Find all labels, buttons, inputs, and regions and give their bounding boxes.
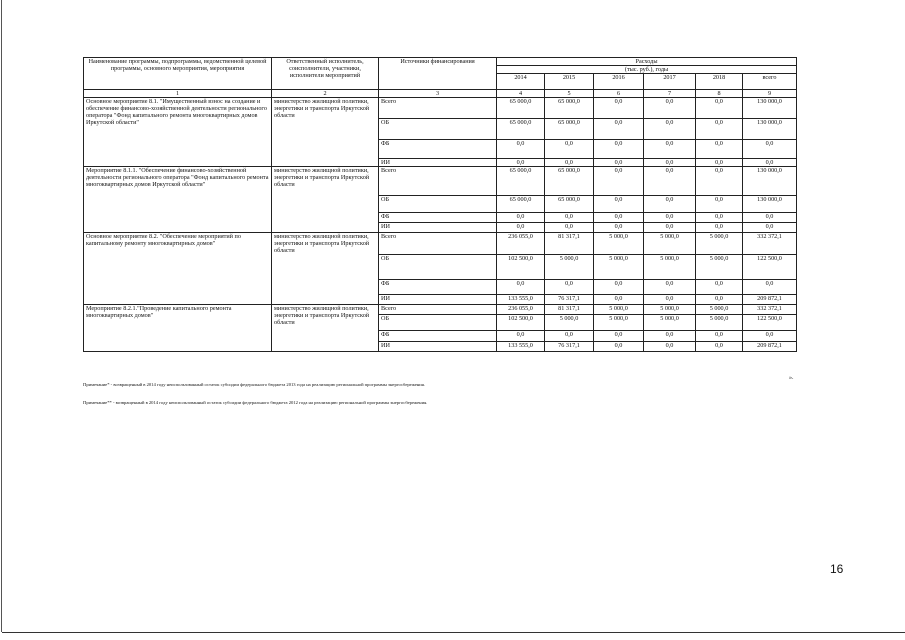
amount-cell: 0,0 bbox=[696, 331, 743, 342]
footnote-2: Примечание** - возвращенный в 2014 году неиспользованный остаток субсидии федерального бюджета 2012 года на реализацию региональной программы энергосбережения. bbox=[83, 400, 428, 405]
amount-cell: 0,0 bbox=[497, 223, 545, 233]
amount-cell: 0,0 bbox=[545, 159, 594, 167]
amount-cell: 5 000,0 bbox=[594, 315, 644, 331]
amount-cell: 5 000,0 bbox=[644, 233, 696, 255]
header-year: 2018 bbox=[696, 74, 743, 90]
column-number: 1 bbox=[84, 90, 272, 98]
funding-source: ФБ bbox=[379, 213, 497, 223]
amount-cell: 0,0 bbox=[594, 98, 644, 119]
amount-cell: 133 555,0 bbox=[497, 342, 545, 352]
footnote-1: Примечание* - возвращенный в 2014 году неиспользованный остаток субсидии федерального бюджета 2013 года на реализацию региональной программы энергосбережения. bbox=[83, 382, 426, 387]
amount-cell: 0,0 bbox=[497, 159, 545, 167]
amount-cell: 0,0 bbox=[644, 331, 696, 342]
amount-cell: 5 000,0 bbox=[644, 315, 696, 331]
amount-total-cell: 0,0 bbox=[743, 159, 797, 167]
activity-name: Мероприятие 8.1.1. "Обеспечение финансово-хозяйственной деятельности регионального оператора "Фонд капитального ремонта многоквартирных домов Иркутской области" bbox=[84, 167, 272, 233]
amount-total-cell: 332 372,1 bbox=[743, 233, 797, 255]
page-number: 16 bbox=[830, 562, 844, 576]
amount-cell: 0,0 bbox=[594, 223, 644, 233]
amount-cell: 65 000,0 bbox=[497, 167, 545, 196]
amount-cell: 76 317,1 bbox=[545, 295, 594, 305]
amount-cell: 65 000,0 bbox=[545, 119, 594, 140]
amount-cell: 133 555,0 bbox=[497, 295, 545, 305]
amount-cell: 0,0 bbox=[696, 280, 743, 295]
amount-cell: 0,0 bbox=[594, 342, 644, 352]
amount-cell: 0,0 bbox=[594, 331, 644, 342]
column-number: 8 bbox=[696, 90, 743, 98]
header-year: 2014 bbox=[497, 74, 545, 90]
amount-total-cell: 0,0 bbox=[743, 223, 797, 233]
funding-source: ОБ bbox=[379, 119, 497, 140]
amount-cell: 236 055,0 bbox=[497, 305, 545, 315]
amount-total-cell: 122 500,0 bbox=[743, 255, 797, 280]
amount-cell: 0,0 bbox=[644, 98, 696, 119]
amount-total-cell: 209 872,1 bbox=[743, 295, 797, 305]
activity-executor: министерство жилищной политики, энергетики и транспорта Иркутской области bbox=[272, 98, 379, 167]
funding-source: ФБ bbox=[379, 280, 497, 295]
funding-source: ФБ bbox=[379, 140, 497, 159]
amount-cell: 0,0 bbox=[497, 140, 545, 159]
amount-cell: 0,0 bbox=[594, 280, 644, 295]
amount-cell: 0,0 bbox=[644, 167, 696, 196]
amount-total-cell: 130 000,0 bbox=[743, 196, 797, 213]
amount-total-cell: 0,0 bbox=[743, 140, 797, 159]
amount-cell: 0,0 bbox=[644, 342, 696, 352]
amount-cell: 81 317,1 bbox=[545, 233, 594, 255]
activity-name: Мероприятие 8.2.1."Проведение капитального ремонта многоквартирных домов" bbox=[84, 305, 272, 352]
amount-cell: 0,0 bbox=[497, 331, 545, 342]
amount-cell: 102 500,0 bbox=[497, 315, 545, 331]
amount-total-cell: 0,0 bbox=[743, 213, 797, 223]
amount-cell: 236 055,0 bbox=[497, 233, 545, 255]
activity-executor: министерство жилищной политики, энергетики и транспорта Иркутской области bbox=[272, 233, 379, 305]
amount-cell: 65 000,0 bbox=[545, 167, 594, 196]
page-edge-bottom bbox=[2, 632, 905, 633]
amount-cell: 0,0 bbox=[594, 295, 644, 305]
amount-cell: 0,0 bbox=[594, 167, 644, 196]
amount-cell: 65 000,0 bbox=[497, 98, 545, 119]
amount-total-cell: 209 872,1 bbox=[743, 342, 797, 352]
header-year: 2016 bbox=[594, 74, 644, 90]
table-row bbox=[84, 233, 797, 255]
amount-cell: 0,0 bbox=[696, 167, 743, 196]
amount-total-cell: 0,0 bbox=[743, 331, 797, 342]
amount-cell: 0,0 bbox=[644, 196, 696, 213]
funding-source: Всего bbox=[379, 233, 497, 255]
amount-cell: 0,0 bbox=[696, 223, 743, 233]
header-expenses: Расходы bbox=[497, 58, 797, 66]
amount-cell: 5 000,0 bbox=[644, 255, 696, 280]
amount-cell: 0,0 bbox=[644, 280, 696, 295]
amount-cell: 5 000,0 bbox=[594, 255, 644, 280]
header-year-total: всего bbox=[743, 74, 797, 90]
column-numbers-row bbox=[84, 90, 797, 98]
amount-cell: 0,0 bbox=[696, 140, 743, 159]
funding-source: ФБ bbox=[379, 331, 497, 342]
amount-cell: 76 317,1 bbox=[545, 342, 594, 352]
amount-cell: 102 500,0 bbox=[497, 255, 545, 280]
header-year: 2017 bbox=[644, 74, 696, 90]
amount-total-cell: 0,0 bbox=[743, 280, 797, 295]
table-row bbox=[84, 167, 797, 196]
amount-cell: 5 000,0 bbox=[594, 305, 644, 315]
amount-cell: 5 000,0 bbox=[594, 233, 644, 255]
amount-cell: 5 000,0 bbox=[696, 255, 743, 280]
funding-source: Всего bbox=[379, 305, 497, 315]
amount-cell: 0,0 bbox=[696, 159, 743, 167]
amount-cell: 0,0 bbox=[545, 280, 594, 295]
column-number: 9 bbox=[743, 90, 797, 98]
amount-cell: 65 000,0 bbox=[545, 98, 594, 119]
header-sources: Источники финансирования bbox=[379, 58, 497, 90]
amount-cell: 0,0 bbox=[696, 98, 743, 119]
activity-executor: министерство жилищной политики, энергетики и транспорта Иркутской области bbox=[272, 167, 379, 233]
amount-cell: 0,0 bbox=[497, 213, 545, 223]
column-number: 7 bbox=[644, 90, 696, 98]
funding-source: Всего bbox=[379, 167, 497, 196]
column-number: 5 bbox=[545, 90, 594, 98]
funding-source: ОБ bbox=[379, 315, 497, 331]
column-number: 6 bbox=[594, 90, 644, 98]
amount-cell: 0,0 bbox=[644, 223, 696, 233]
amount-cell: 0,0 bbox=[545, 140, 594, 159]
amount-cell: 65 000,0 bbox=[497, 119, 545, 140]
activity-name: Основное мероприятие 8.2. "Обеспечение мероприятий по капитальному ремонту многоквартирных домов" bbox=[84, 233, 272, 305]
table-row bbox=[84, 98, 797, 119]
amount-cell: 5 000,0 bbox=[644, 305, 696, 315]
page-edge-left bbox=[1, 0, 2, 632]
amount-cell: 0,0 bbox=[594, 196, 644, 213]
amount-cell: 0,0 bbox=[644, 159, 696, 167]
amount-cell: 0,0 bbox=[545, 223, 594, 233]
amount-cell: 5 000,0 bbox=[696, 233, 743, 255]
closing-quote-mark: ». bbox=[789, 375, 794, 381]
amount-cell: 5 000,0 bbox=[545, 315, 594, 331]
funding-source: ИИ bbox=[379, 223, 497, 233]
amount-cell: 0,0 bbox=[644, 213, 696, 223]
header-program: Наименование программы, подпрограммы, ведомственной целевой программы, основного мероприятия, мероприятия bbox=[84, 58, 272, 90]
amount-total-cell: 130 000,0 bbox=[743, 119, 797, 140]
amount-cell: 0,0 bbox=[696, 213, 743, 223]
amount-cell: 0,0 bbox=[696, 342, 743, 352]
amount-cell: 0,0 bbox=[696, 119, 743, 140]
funding-source: ИИ bbox=[379, 342, 497, 352]
amount-total-cell: 122 500,0 bbox=[743, 315, 797, 331]
table-body bbox=[84, 98, 797, 352]
amount-cell: 5 000,0 bbox=[696, 315, 743, 331]
funding-source: ОБ bbox=[379, 196, 497, 213]
budget-table bbox=[83, 57, 797, 352]
amount-cell: 65 000,0 bbox=[497, 196, 545, 213]
amount-total-cell: 332 372,1 bbox=[743, 305, 797, 315]
column-number: 3 bbox=[379, 90, 497, 98]
amount-cell: 0,0 bbox=[594, 140, 644, 159]
amount-cell: 0,0 bbox=[644, 140, 696, 159]
amount-cell: 5 000,0 bbox=[545, 255, 594, 280]
activity-name: Основное мероприятие 8.1. "Имущественный взнос на создание и обеспечение финансово-хозяйственной деятельности регионального оператора "Фонд капитального ремонта многоквартирных домов Иркутской области" bbox=[84, 98, 272, 167]
amount-total-cell: 130 000,0 bbox=[743, 167, 797, 196]
amount-total-cell: 130 000,0 bbox=[743, 98, 797, 119]
amount-cell: 81 317,1 bbox=[545, 305, 594, 315]
activity-executor: министерство жилищной политики, энергетики и транспорта Иркутской области bbox=[272, 305, 379, 352]
column-number: 2 bbox=[272, 90, 379, 98]
amount-cell: 0,0 bbox=[696, 295, 743, 305]
table-row bbox=[84, 305, 797, 315]
header-executor: Ответственный исполнитель, соисполнители, участники, исполнители мероприятий bbox=[272, 58, 379, 90]
funding-source: ОБ bbox=[379, 255, 497, 280]
amount-cell: 0,0 bbox=[497, 280, 545, 295]
header-year: 2015 bbox=[545, 74, 594, 90]
amount-cell: 0,0 bbox=[594, 159, 644, 167]
amount-cell: 0,0 bbox=[545, 213, 594, 223]
amount-cell: 0,0 bbox=[644, 119, 696, 140]
funding-source: ИИ bbox=[379, 295, 497, 305]
funding-source: Всего bbox=[379, 98, 497, 119]
amount-cell: 65 000,0 bbox=[545, 196, 594, 213]
header-units: (тыс. руб.), годы bbox=[497, 66, 797, 74]
amount-cell: 0,0 bbox=[545, 331, 594, 342]
funding-source: ИИ bbox=[379, 159, 497, 167]
amount-cell: 0,0 bbox=[594, 213, 644, 223]
amount-cell: 5 000,0 bbox=[696, 305, 743, 315]
amount-cell: 0,0 bbox=[594, 119, 644, 140]
amount-cell: 0,0 bbox=[696, 196, 743, 213]
amount-cell: 0,0 bbox=[644, 295, 696, 305]
column-number: 4 bbox=[497, 90, 545, 98]
